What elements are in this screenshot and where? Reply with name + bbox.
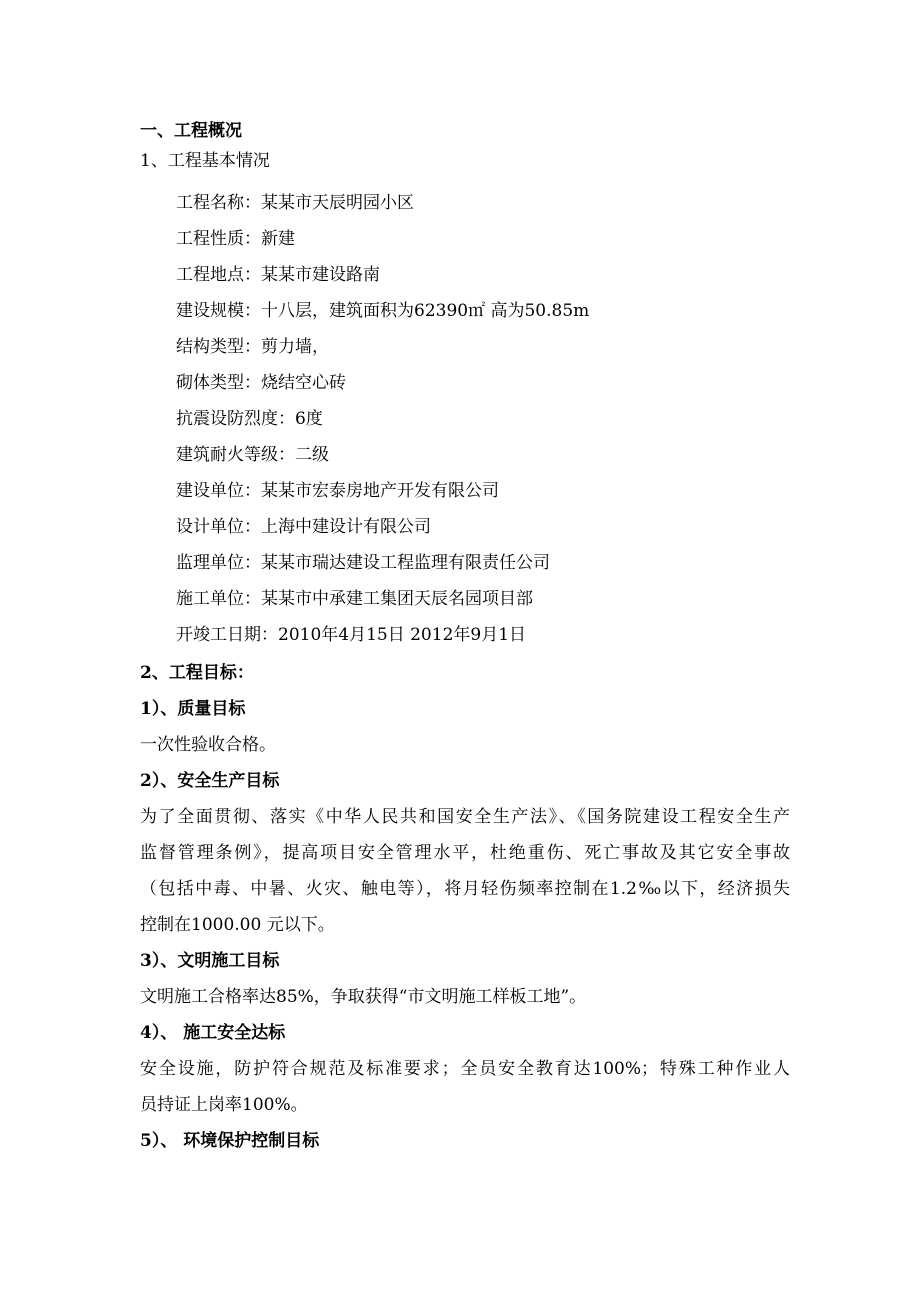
detail-supervision-unit: 监理单位：某某市瑞达建设工程监理有限责任公司 (176, 553, 550, 573)
goal-compliance-line-2: 员持证上岗率100%。 (140, 1095, 308, 1115)
detail-schedule-dates: 开竣工日期：2010年4月15日 2012年9月1日 (176, 625, 527, 645)
detail-owner-unit: 建设单位：某某市宏泰房地产开发有限公司 (176, 481, 499, 501)
detail-project-location: 工程地点：某某市建设路南 (176, 265, 380, 285)
detail-construction-unit: 施工单位：某某市中承建工集团天辰名园项目部 (176, 589, 533, 609)
detail-project-name: 工程名称：某某市天辰明园小区 (176, 193, 414, 213)
goal-heading-compliance: 4）、 施工安全达标 (140, 1023, 286, 1043)
goal-text-civilized: 文明施工合格率达85%，争取获得“市文明施工样板工地”。 (140, 987, 587, 1007)
section-heading-overview: 一、工程概况 (140, 121, 242, 141)
goal-safety-line-3: （包括中毒、中暑、火灾、触电等），将月轻伤频率控制在1.2‰以下，经济损失 (140, 879, 790, 899)
detail-design-unit: 设计单位：上海中建设计有限公司 (176, 517, 431, 537)
goal-heading-safety: 2）、安全生产目标 (140, 771, 280, 791)
section-heading-goals: 2、工程目标： (140, 663, 254, 683)
detail-masonry-type: 砌体类型：烧结空心砖 (176, 373, 346, 393)
detail-project-nature: 工程性质：新建 (176, 229, 295, 249)
detail-structure-type: 结构类型：剪力墙， (176, 337, 329, 357)
goal-safety-line-2: 监督管理条例》，提高项目安全管理水平，杜绝重伤、死亡事故及其它安全事故 (140, 843, 790, 863)
goal-compliance-line-1: 安全设施，防护符合规范及标准要求；全员安全教育达100%；特殊工种作业人 (140, 1059, 790, 1079)
goal-heading-quality: 1）、质量目标 (140, 699, 246, 719)
subheading-basic-info: 1、工程基本情况 (140, 151, 270, 171)
detail-construction-scale: 建设规模：十八层，建筑面积为62390㎡ 高为50.85m (176, 301, 590, 321)
goal-heading-civilized: 3）、文明施工目标 (140, 951, 280, 971)
goal-safety-line-1: 为了全面贯彻、落实《中华人民共和国安全生产法》、《国务院建设工程安全生产 (140, 807, 790, 827)
detail-seismic-intensity: 抗震设防烈度：6度 (176, 409, 323, 429)
goal-text-quality: 一次性验收合格。 (140, 735, 276, 755)
goal-safety-line-4: 控制在1000.00 元以下。 (140, 915, 335, 935)
goal-heading-environment: 5）、 环境保护控制目标 (140, 1131, 320, 1151)
detail-fire-rating: 建筑耐火等级：二级 (176, 445, 329, 465)
